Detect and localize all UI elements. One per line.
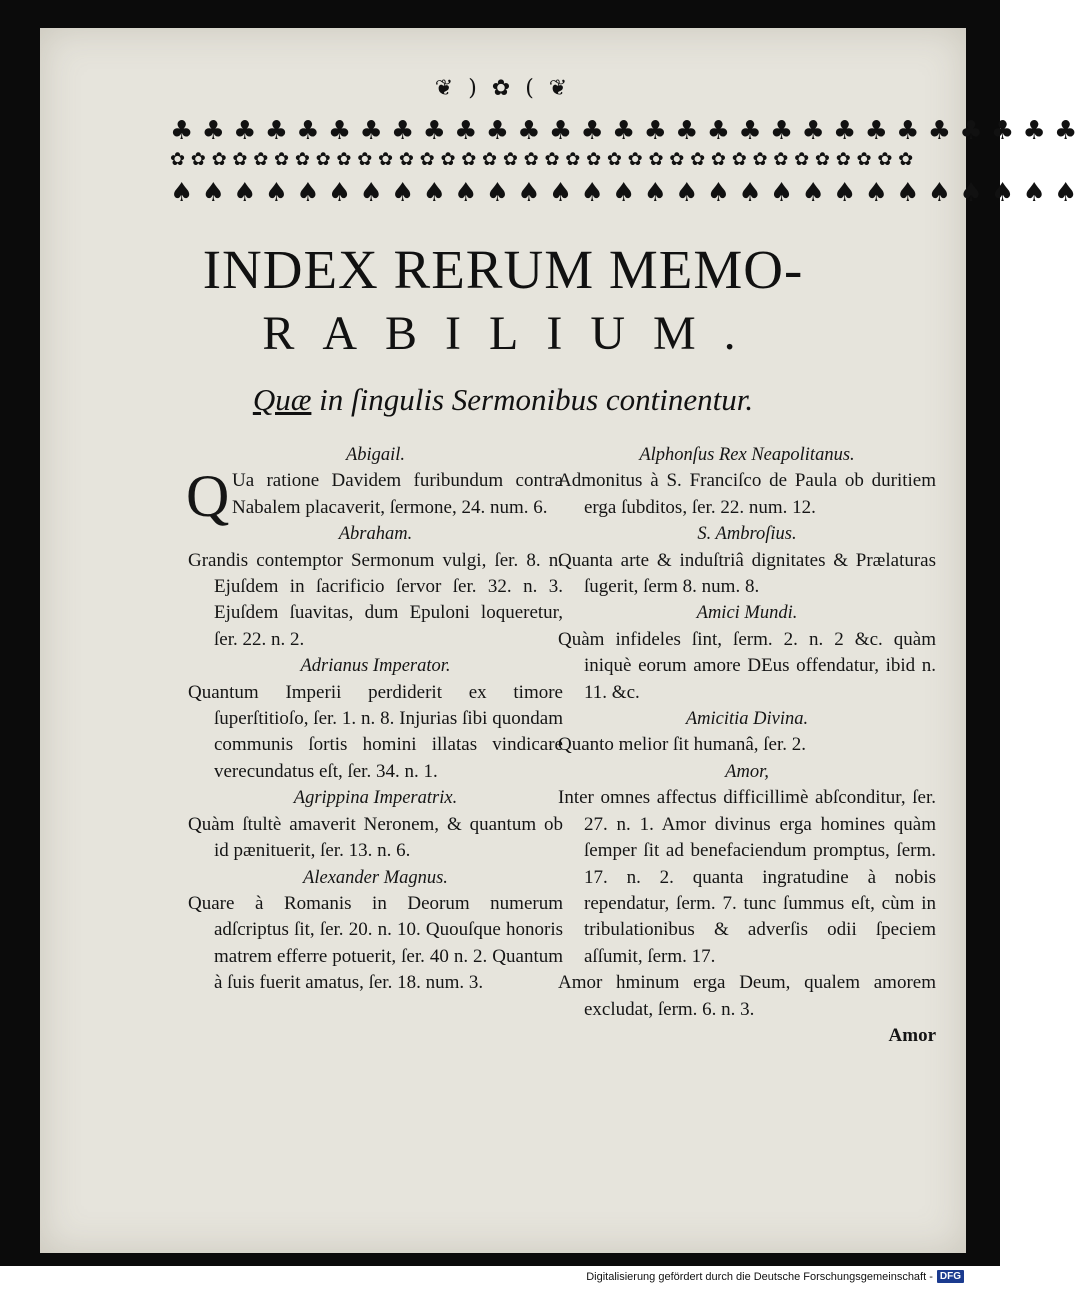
- tagline-underlined: Quæ: [252, 382, 312, 417]
- index-entry: Quàm ſtultè amaverit Neronem, & quantum ob id pænituerit, ſer. 13. n. 6.: [188, 813, 563, 862]
- book-page: [40, 28, 1077, 1253]
- index-entry: Inter omnes affectus difficillimè abſconditur, ſer. 27. n. 1. Amor divinus erga homines quàm ſemper ſit ad benefaciendum promptus, ſerm. 17. n. 2. quanta ingratudine à nobis rependatur, ſerm. 7. tunc ſummus eſt, cùm in tribulationibus & adverſis odii ſpeciem aſſumit, ſerm. 17.: [558, 787, 936, 967]
- index-entry: Grandis contemptor Sermonum vulgi, ſer. 8. n. Ejuſdem in ſacrificio ſervor ſer. 32. n. 3. Ejuſdem ſuavitas, dum Epuloni loqueretur, ſer. 22. n. 2.: [188, 549, 563, 650]
- left-column: [188, 442, 563, 997]
- index-entry: Quanta arte & induſtriâ dignitates & Prælaturas ſugerit, ſerm 8. num. 8.: [558, 549, 936, 598]
- top-ornament: ❦ ) ✿ ( ❦: [434, 76, 572, 101]
- headword: S. Ambroſius.: [697, 524, 797, 545]
- index-entry: [186, 463, 563, 530]
- index-entry: Quàm infideles ſint, ſerm. 2. n. 2 &c. quàm iniquè eorum amore DEus offendatur, ibid n. 11. &c.: [558, 628, 936, 703]
- headword: Abigail.: [345, 445, 406, 465]
- ornament-band-3: ♠ ♠ ♠ ♠ ♠ ♠ ♠ ♠ ♠ ♠ ♠ ♠ ♠ ♠ ♠ ♠ ♠ ♠ ♠ ♠ ♠ ♠ ♠ ♠ ♠ ♠ ♠ ♠ ♠: [170, 178, 1077, 208]
- index-entry: Quanto melior ſit humanâ, ſer. 2.: [558, 734, 807, 756]
- ornament-band-2: ✿ ✿ ✿ ✿ ✿ ✿ ✿ ✿ ✿ ✿ ✿ ✿ ✿ ✿ ✿ ✿ ✿ ✿ ✿ ✿ ✿ ✿ ✿ ✿ ✿ ✿ ✿ ✿ ✿ ✿ ✿ ✿ ✿ ✿ ✿ ✿: [170, 148, 914, 170]
- dfg-logo[interactable]: DFG: [937, 1270, 964, 1283]
- footer-text: Digitalisierung gefördert durch die Deutsche Forschungsgemeinschaft -: [586, 1270, 933, 1283]
- right-column: [558, 442, 936, 1049]
- index-entry: Quantum Imperii perdiderit ex timore ſuperſtitioſo, ſer. 1. n. 8. Injurias ſibi quondam communis ſortis homini illatas vindicare verecundatus eſt, ſer. 34. n. 1.: [188, 681, 563, 782]
- headword: Amicitia Divina.: [685, 709, 809, 730]
- headword: Amici Mundi.: [696, 603, 798, 624]
- index-entry: Quare à Romanis in Deorum numerum adſcriptus ſit, ſer. 20. n. 10. Quouſque honoris matrem efferre potuerit, ſer. 40 n. 2. Quantum à ſuis fuerit amatus, ſer. 18. num. 3.: [188, 892, 563, 994]
- page-subtitle: RABILIUM.: [262, 307, 764, 360]
- index-entry: Amor hminum erga Deum, qualem amorem excludat, ſerm. 6. n. 3.: [558, 972, 936, 1020]
- footer-credit: [586, 1270, 964, 1283]
- catchword: Amor: [888, 1024, 936, 1046]
- headword: Amor,: [725, 761, 769, 782]
- headword: Alphonſus Rex Neapolitanus.: [639, 445, 855, 465]
- headword: Abraham.: [338, 524, 413, 545]
- drop-cap: Q: [186, 463, 230, 530]
- entry-text: Ua ratione Davidem furibundum contra Nabalem placaverit, ſermone, 24. num. 6.: [232, 470, 563, 518]
- headword: Alexander Magnus.: [303, 867, 448, 888]
- headword: Adrianus Imperator.: [300, 656, 451, 677]
- tagline-rest: in ſingulis Sermonibus continentur.: [311, 382, 754, 417]
- ornament-band-1: ♣ ♣ ♣ ♣ ♣ ♣ ♣ ♣ ♣ ♣ ♣ ♣ ♣ ♣ ♣ ♣ ♣ ♣ ♣ ♣ ♣ ♣ ♣ ♣ ♣ ♣ ♣ ♣ ♣: [170, 116, 1077, 146]
- page-title: INDEX RERUM MEMO-: [202, 239, 804, 300]
- headword: Agrippina Imperatrix.: [293, 788, 458, 809]
- page-tagline: [40, 382, 966, 418]
- index-entry: Admonitus à S. Franciſco de Paula ob duritiem erga ſubditos, ſer. 22. num. 12.: [558, 470, 936, 518]
